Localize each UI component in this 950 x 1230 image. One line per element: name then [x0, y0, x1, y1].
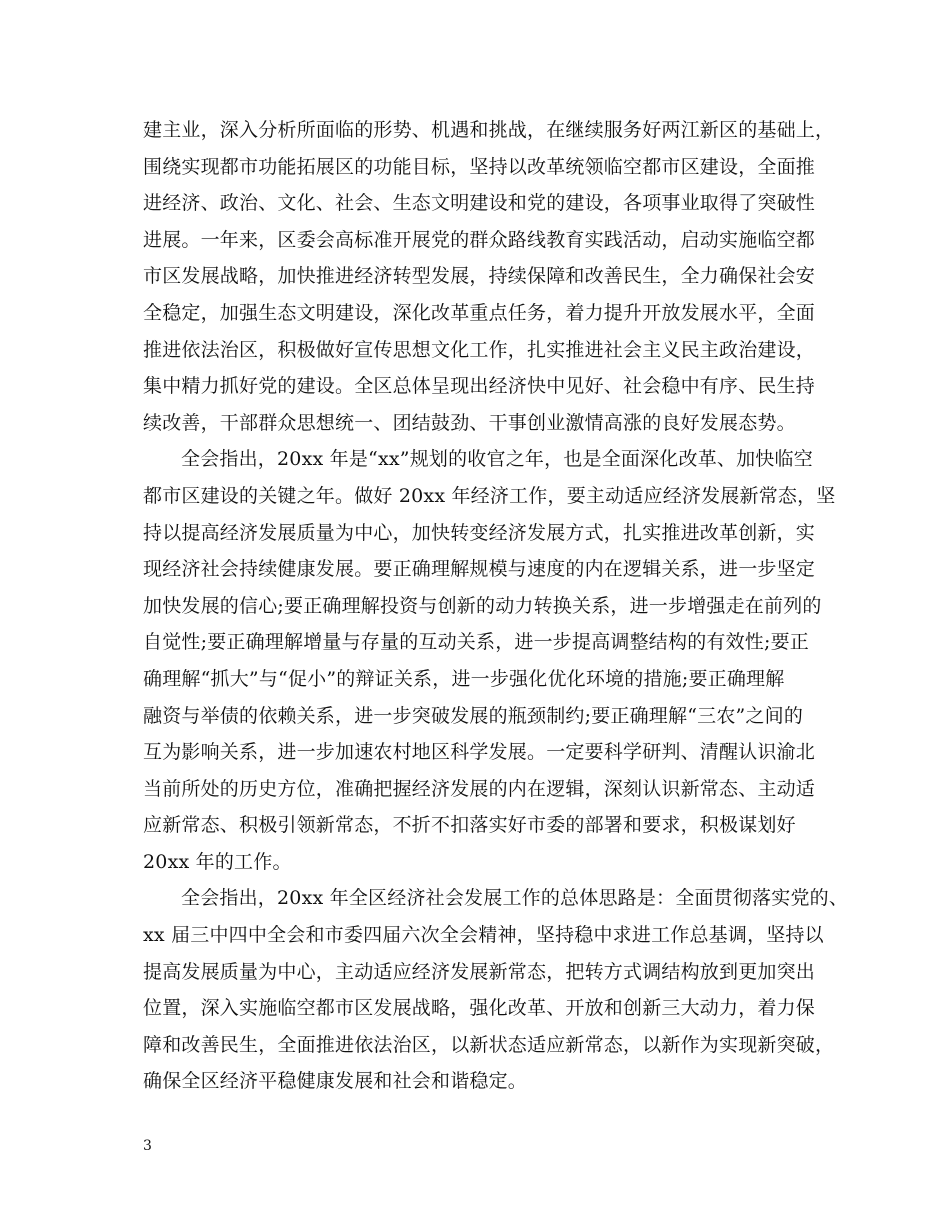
- text-line: 进展。一年来，区委会高标准开展党的群众路线教育实践活动，启动实施临空都: [143, 228, 816, 251]
- text-line: 融资与举债的依赖关系，进一步突破发展的瓶颈制约;要正确理解“三农”之间的: [143, 704, 804, 727]
- text-line: 确理解“抓大”与“促小”的辩证关系，进一步强化优化环境的措施;要正确理解: [143, 667, 785, 690]
- text-line: 建主业，深入分析所面临的形势、机遇和挑战，在继续服务好两江新区的基础上，: [143, 119, 835, 141]
- text-line: 全会指出，20xx 年是“xx”规划的收官之年，也是全面深化改革、加快临空: [181, 448, 813, 471]
- text-line: 自觉性;要正确理解增量与存量的互动关系，进一步提高调整结构的有效性;要正: [143, 631, 810, 654]
- text-line: 全稳定，加强生态文明建设，深化改革重点任务，着力提升开放发展水平，全面: [143, 301, 816, 324]
- text-line: 加快发展的信心;要正确理解投资与创新的动力转换关系，进一步增强走在前列的: [143, 594, 822, 617]
- text-line: 现经济社会持续健康发展。要正确理解规模与速度的内在逻辑关系，进一步坚定: [143, 558, 816, 581]
- text-line: 位置，深入实施临空都市区发展战略，强化改革、开放和创新三大动力，着力保: [143, 997, 816, 1020]
- text-line: 应新常态、积极引领新常态，不折不扣落实好市委的部署和要求，积极谋划好: [143, 814, 796, 837]
- text-line: 全会指出，20xx 年全区经济社会发展工作的总体思路是：全面贯彻落实党的、: [181, 887, 849, 910]
- text-line: 持以提高经济发展质量为中心，加快转变经济发展方式，扎实推进改革创新，实: [143, 521, 816, 544]
- paragraph-2: [143, 441, 836, 880]
- text-line: 互为影响关系，进一步加速农村地区科学发展。一定要科学研判、清醒认识渝北: [143, 741, 816, 764]
- text-line: 都市区建设的关键之年。做好 20xx 年经济工作，要主动适应经济发展新常态，坚: [143, 484, 836, 507]
- paragraph-1: [143, 112, 835, 441]
- text-line: xx 届三中四中全会和市委四届六次全会精神，坚持稳中求进工作总基调，坚持以: [143, 924, 824, 947]
- text-line: 当前所处的历史方位，准确把握经济发展的内在逻辑，深刻认识新常态、主动适: [143, 777, 816, 800]
- text-line: 障和改善民生，全面推进依法治区，以新状态适应新常态，以新作为实现新突破，: [143, 1033, 835, 1056]
- page-number: 3: [143, 1138, 152, 1154]
- text-line: 续改善，干部群众思想统一、团结鼓劲、干事创业激情高涨的良好发展态势。: [143, 411, 796, 434]
- text-line: 20xx 年的工作。: [143, 850, 292, 873]
- text-line: 集中精力抓好党的建设。全区总体呈现出经济快中见好、社会稳中有序、民生持: [143, 375, 816, 398]
- document-body: [143, 112, 849, 1100]
- text-line: 确保全区经济平稳健康发展和社会和谐稳定。: [143, 1070, 528, 1093]
- text-line: 围绕实现都市功能拓展区的功能目标，坚持以改革统领临空都市区建设，全面推: [143, 155, 816, 178]
- paragraph-3: [143, 880, 849, 1100]
- text-line: 进经济、政治、文化、社会、生态文明建设和党的建设，各项事业取得了突破性: [143, 192, 816, 215]
- text-line: 市区发展战略，加快推进经济转型发展，持续保障和改善民生，全力确保社会安: [143, 265, 816, 288]
- text-line: 推进依法治区，积极做好宣传思想文化工作，扎实推进社会主义民主政治建设，: [143, 338, 816, 361]
- text-line: 提高发展质量为中心，主动适应经济发展新常态，把转方式调结构放到更加突出: [143, 960, 816, 983]
